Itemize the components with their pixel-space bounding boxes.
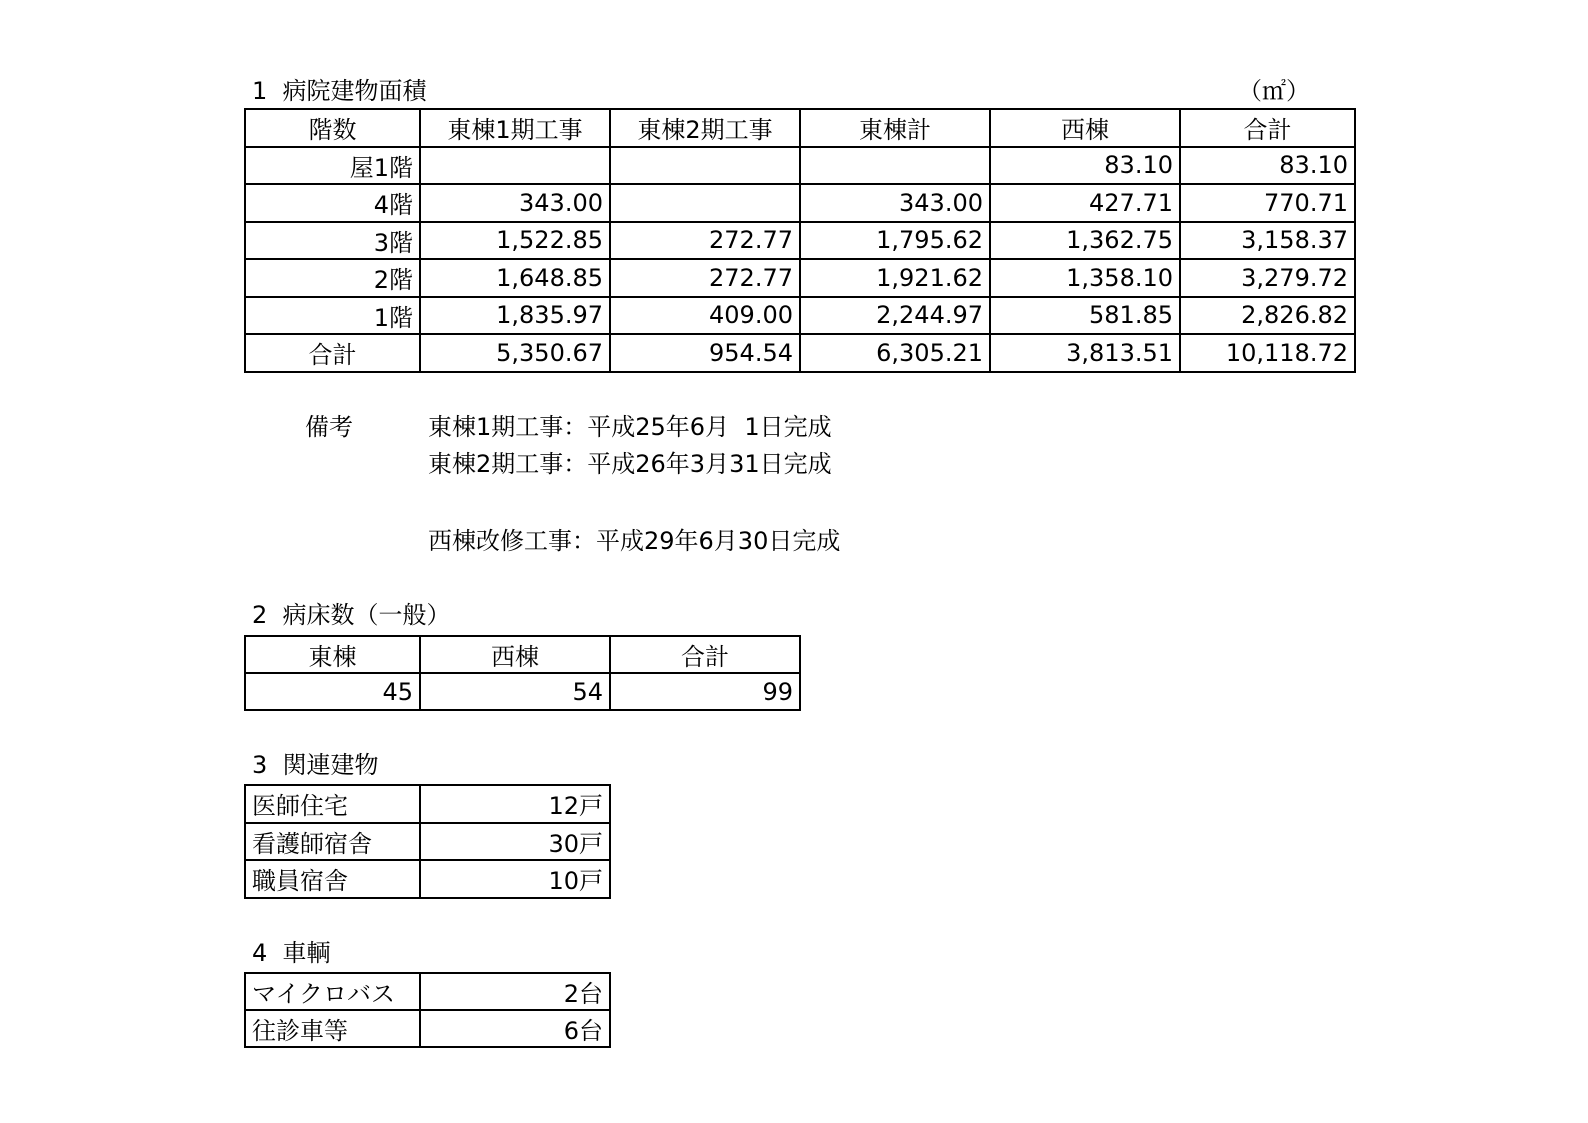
table-row — [245, 673, 800, 710]
table-total-row — [245, 334, 1355, 372]
header-total: 合計 — [610, 636, 800, 673]
building-name: 職員宿舎 — [245, 860, 420, 898]
cell-west: 3,813.51 — [990, 334, 1180, 372]
header-floor: 階数 — [245, 109, 420, 147]
cell-east-phase2 — [610, 184, 800, 222]
cell-west: 1,362.75 — [990, 222, 1180, 260]
section-3-title: 3 関連建物 — [252, 751, 379, 779]
note-line-east-phase1: 東棟1期工事：平成25年6月 1日完成 — [428, 413, 832, 441]
cell-west: 581.85 — [990, 297, 1180, 335]
header-east-phase1: 東棟1期工事 — [420, 109, 610, 147]
notes-label: 備考 — [305, 413, 353, 441]
cell-east-phase2: 409.00 — [610, 297, 800, 335]
vehicle-count: 6台 — [420, 1010, 610, 1047]
header-east-phase2: 東棟2期工事 — [610, 109, 800, 147]
header-east: 東棟 — [245, 636, 420, 673]
header-total: 合計 — [1180, 109, 1355, 147]
cell-east-beds: 45 — [245, 673, 420, 710]
floor-label: 屋1階 — [245, 147, 420, 185]
table-header-row — [245, 109, 1355, 147]
cell-total: 3,158.37 — [1180, 222, 1355, 260]
cell-east-total — [800, 147, 990, 185]
header-west: 西棟 — [990, 109, 1180, 147]
cell-east-phase1 — [420, 147, 610, 185]
related-buildings-table — [244, 784, 611, 899]
table-row — [245, 973, 610, 1010]
cell-east-total: 343.00 — [800, 184, 990, 222]
table-row — [245, 297, 1355, 335]
vehicles-table — [244, 972, 611, 1048]
total-label: 合計 — [245, 334, 420, 372]
vehicle-name: マイクロバス — [245, 973, 420, 1010]
table-row — [245, 1010, 610, 1047]
cell-east-phase2: 954.54 — [610, 334, 800, 372]
cell-east-phase1: 5,350.67 — [420, 334, 610, 372]
floor-label: 4階 — [245, 184, 420, 222]
bed-count-table — [244, 635, 801, 711]
note-line-west-renovation: 西棟改修工事：平成29年6月30日完成 — [428, 527, 841, 555]
cell-east-total: 1,795.62 — [800, 222, 990, 260]
building-area-table — [244, 108, 1356, 373]
cell-total-beds: 99 — [610, 673, 800, 710]
cell-east-phase2: 272.77 — [610, 222, 800, 260]
cell-west-beds: 54 — [420, 673, 610, 710]
cell-total: 770.71 — [1180, 184, 1355, 222]
cell-east-total: 1,921.62 — [800, 259, 990, 297]
building-count: 30戸 — [420, 823, 610, 861]
section-1-title: 1 病院建物面積 — [252, 77, 427, 105]
cell-east-total: 2,244.97 — [800, 297, 990, 335]
vehicle-name: 往診車等 — [245, 1010, 420, 1047]
building-name: 看護師宿舎 — [245, 823, 420, 861]
building-count: 10戸 — [420, 860, 610, 898]
cell-east-phase1: 343.00 — [420, 184, 610, 222]
cell-east-phase1: 1,522.85 — [420, 222, 610, 260]
cell-west: 1,358.10 — [990, 259, 1180, 297]
section-4-title: 4 車輌 — [252, 939, 331, 967]
cell-west: 427.71 — [990, 184, 1180, 222]
cell-east-phase2: 272.77 — [610, 259, 800, 297]
table-row — [245, 184, 1355, 222]
cell-total: 10,118.72 — [1180, 334, 1355, 372]
cell-east-phase1: 1,648.85 — [420, 259, 610, 297]
area-unit-label: （㎡） — [1238, 77, 1310, 105]
cell-total: 83.10 — [1180, 147, 1355, 185]
table-row — [245, 222, 1355, 260]
note-line-east-phase2: 東棟2期工事：平成26年3月31日完成 — [428, 450, 832, 478]
floor-label: 3階 — [245, 222, 420, 260]
table-row — [245, 147, 1355, 185]
header-west: 西棟 — [420, 636, 610, 673]
cell-east-phase1: 1,835.97 — [420, 297, 610, 335]
cell-east-total: 6,305.21 — [800, 334, 990, 372]
table-header-row — [245, 636, 800, 673]
header-east-total: 東棟計 — [800, 109, 990, 147]
cell-total: 2,826.82 — [1180, 297, 1355, 335]
vehicle-count: 2台 — [420, 973, 610, 1010]
table-row — [245, 860, 610, 898]
building-count: 12戸 — [420, 785, 610, 823]
cell-west: 83.10 — [990, 147, 1180, 185]
cell-east-phase2 — [610, 147, 800, 185]
building-name: 医師住宅 — [245, 785, 420, 823]
cell-total: 3,279.72 — [1180, 259, 1355, 297]
section-2-title: 2 病床数（一般） — [252, 601, 451, 629]
floor-label: 2階 — [245, 259, 420, 297]
floor-label: 1階 — [245, 297, 420, 335]
table-row — [245, 259, 1355, 297]
table-row — [245, 785, 610, 823]
table-row — [245, 823, 610, 861]
